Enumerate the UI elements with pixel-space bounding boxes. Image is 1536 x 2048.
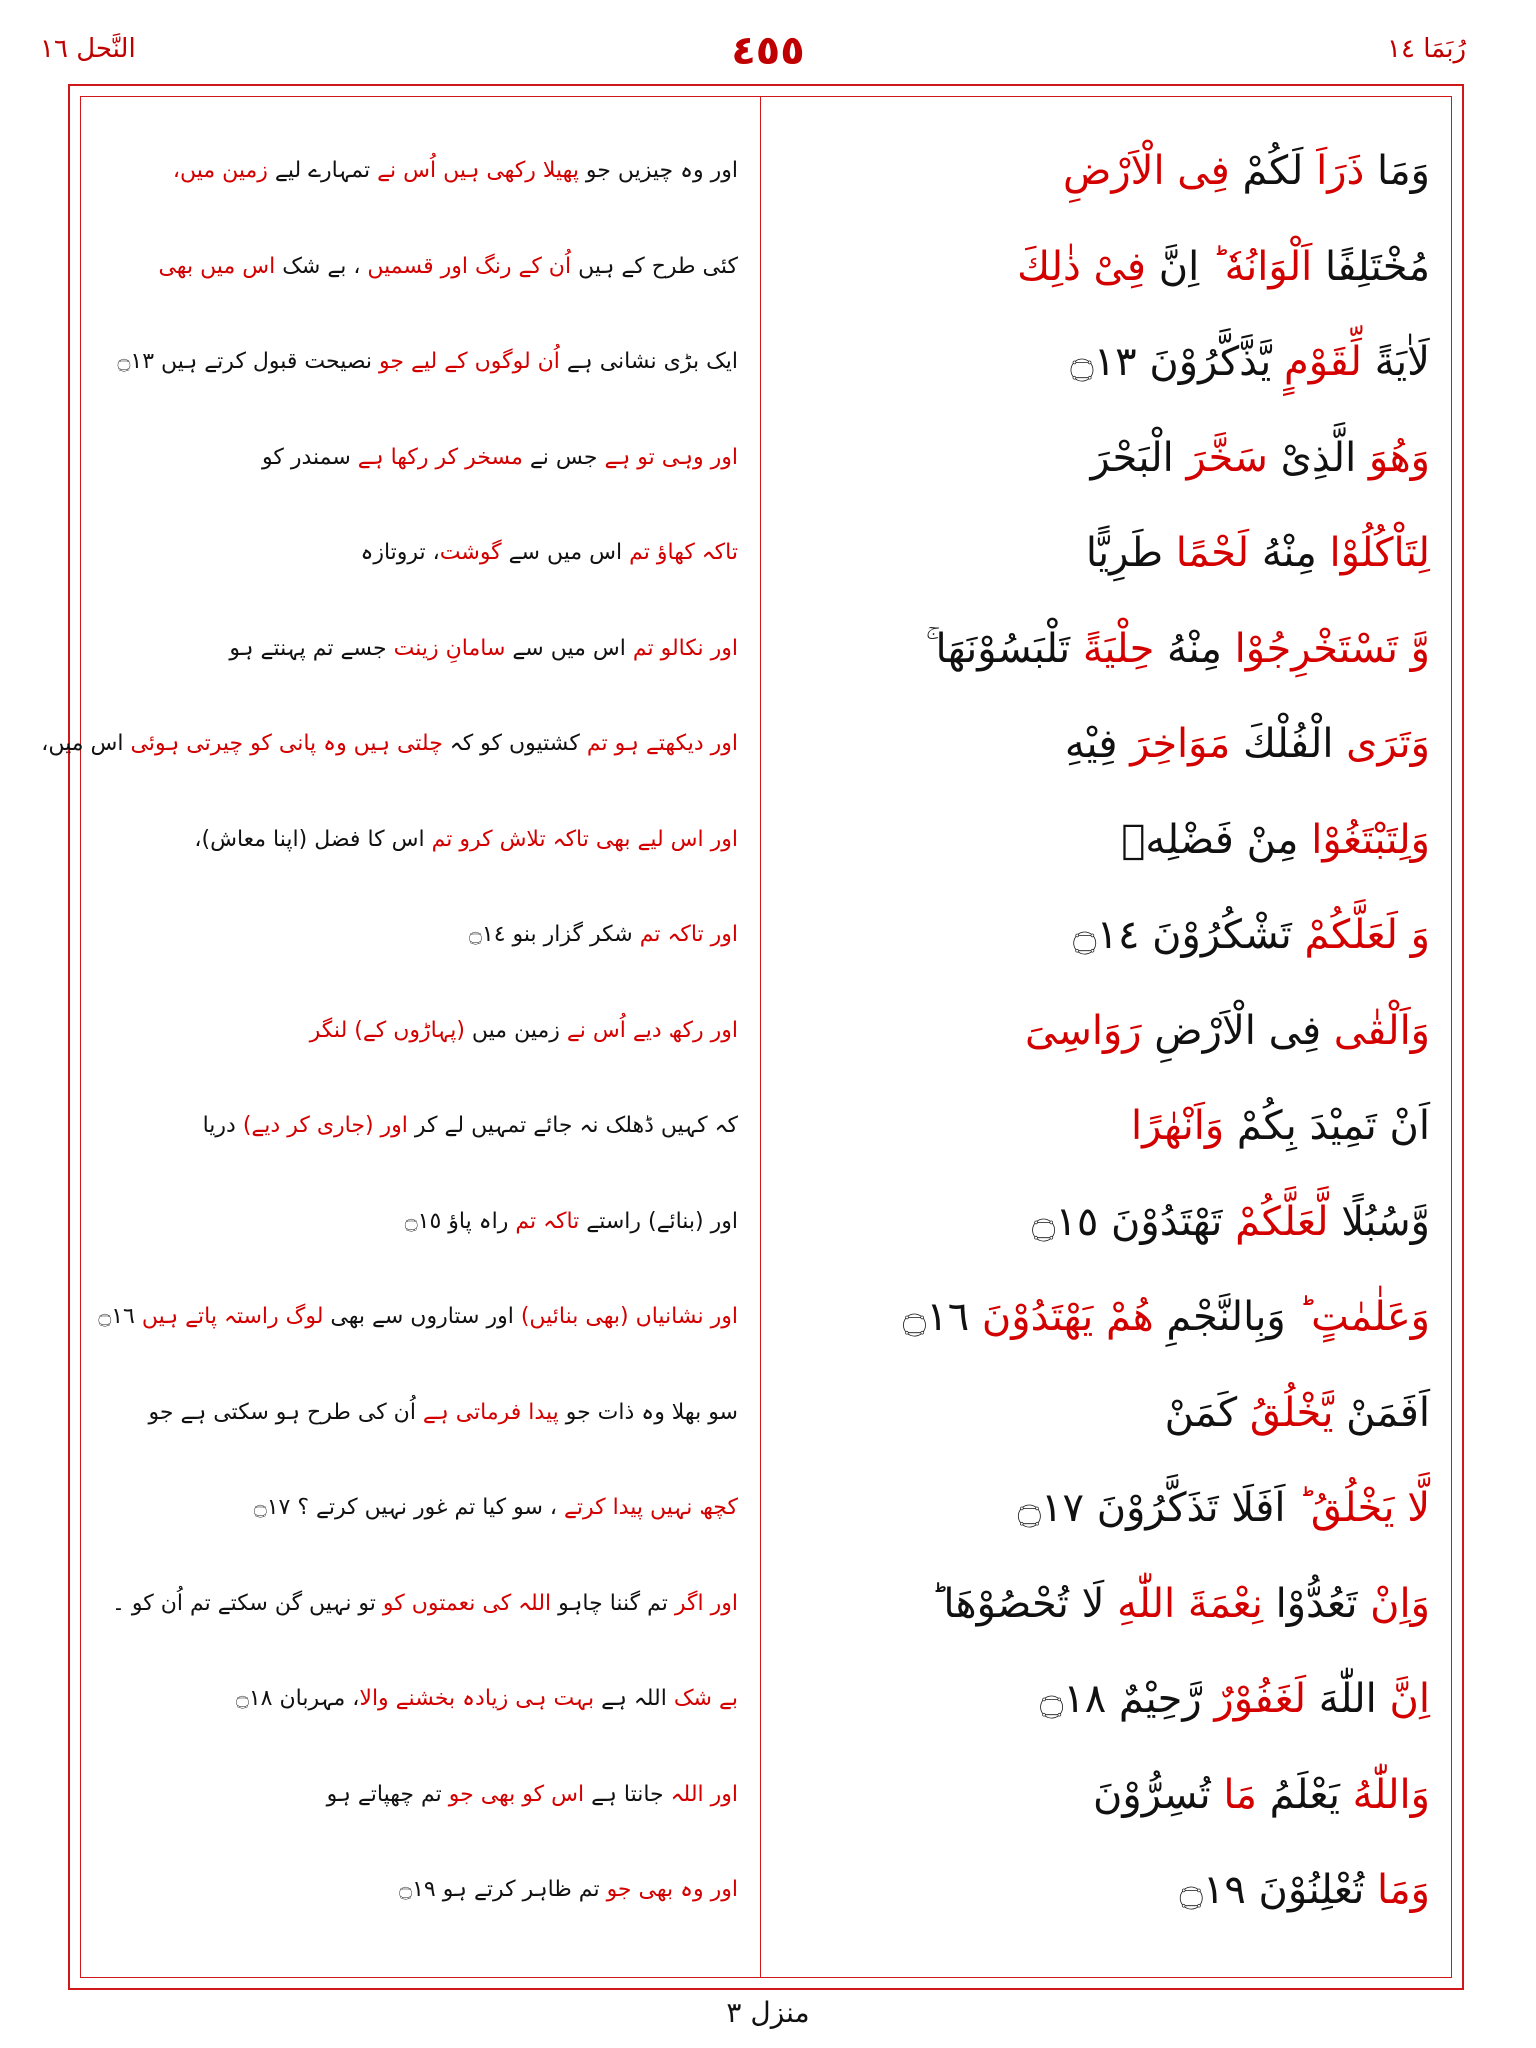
urdu-segment: سمندر کو [262, 444, 351, 470]
urdu-segment: اُن کی طرح ہو سکتی ہے جو [148, 1399, 416, 1425]
arabic-segment: رَوَاسِىَ [1024, 1007, 1142, 1054]
arabic-segment: وَاَلْقٰى [1321, 1007, 1430, 1054]
arabic-segment: وَهُوَ [1356, 434, 1430, 481]
urdu-segment: شکر گزار بنو ۝١٤ [468, 922, 633, 947]
arabic-column [760, 96, 1452, 1978]
urdu-segment: اور تاکہ تم [632, 922, 738, 947]
urdu-segment: ، مہربان ۝١٨ [235, 1686, 360, 1711]
arabic-segment: هُمْ يَهْتَدُوْنَ [981, 1294, 1154, 1340]
arabic-line-17 [760, 1664, 1452, 1734]
arabic-segment: يَّخْلُقُ [1237, 1389, 1334, 1436]
urdu-segment: گوشت [439, 540, 502, 565]
urdu-segment: اور نشانیاں (بھی بنائیں) [513, 1304, 738, 1329]
urdu-segment: تم گننا چاہو [551, 1590, 668, 1616]
urdu-segment: راہ پاؤ ۝١٥ [404, 1208, 509, 1234]
arabic-segment: وَلِتَبْتَغُوْا [1298, 816, 1430, 863]
arabic-segment: تُسِرُّوْنَ [1093, 1771, 1211, 1818]
arabic-segment: وَّ تَسْتَخْرِجُوْا [1221, 625, 1430, 672]
arabic-segment: ؕ وَبِالنَّجْمِ [1153, 1294, 1299, 1340]
arabic-segment: وَاَنْهٰرًا [1131, 1103, 1225, 1149]
urdu-segment: اس میں سے [501, 540, 623, 565]
urdu-line-2 [80, 232, 760, 302]
arabic-segment: لَّعَلَّكُمْ [1222, 1198, 1329, 1245]
arabic-line-10 [760, 996, 1452, 1066]
arabic-segment: يَعْلَمُ [1256, 1771, 1340, 1818]
urdu-line-6 [80, 614, 760, 684]
urdu-segment: ۝١٦ [98, 1304, 142, 1329]
arabic-line-3 [760, 327, 1452, 397]
urdu-segment: تمہارے لیے [267, 158, 371, 183]
arabic-line-16 [760, 1569, 1452, 1639]
urdu-line-11 [80, 1091, 760, 1161]
urdu-line-8 [80, 805, 760, 875]
arabic-line-18 [760, 1760, 1452, 1830]
arabic-segment: طَرِيًّا [1085, 530, 1164, 576]
urdu-segment: دریا [202, 1113, 236, 1138]
urdu-segment: اُن لوگوں کے لیے جو [372, 349, 560, 374]
header-right: رُبَمَا ١٤ [1387, 34, 1466, 64]
arabic-line-11 [760, 1091, 1452, 1161]
arabic-segment: ذَرَاَ [1303, 148, 1365, 194]
arabic-segment: سَخَّرَ [1173, 434, 1268, 481]
arabic-segment: وَتَرَى [1333, 721, 1430, 767]
arabic-line-19 [760, 1855, 1452, 1925]
arabic-segment: وَّسُبُلًا [1328, 1198, 1430, 1245]
urdu-segment: ، سو کیا تم غور نہیں کرتے ؟ ۝١٧ [253, 1495, 564, 1520]
urdu-segment: پھیلا رکھی ہیں اُس نے [370, 158, 579, 183]
urdu-segment: اس میں، [41, 731, 124, 756]
arabic-segment: ۝١٦ [902, 1294, 982, 1340]
arabic-segment: ؕ اَفَلَا تَذَكَّرُوْنَ ۝١٧ [1017, 1485, 1299, 1531]
arabic-segment: الْفُلْكَ [1230, 721, 1334, 767]
arabic-segment: مُخْتَلِفًا [1312, 243, 1430, 290]
urdu-segment: تاکہ تم [508, 1208, 580, 1234]
arabic-segment: اِنَّ [1376, 1676, 1430, 1722]
urdu-segment: تم چھپاتے ہو [326, 1781, 442, 1807]
arabic-segment: وَاِنْ [1357, 1580, 1430, 1627]
arabic-line-7 [760, 709, 1452, 779]
urdu-segment: اُن کے رنگ اور قسمیں [367, 253, 572, 279]
arabic-segment: لَكُمْ [1229, 148, 1304, 194]
arabic-segment: وَعَلٰمٰتٍ [1298, 1294, 1430, 1340]
arabic-segment: اَفَمَنْ [1333, 1389, 1430, 1436]
arabic-line-6 [760, 614, 1452, 684]
urdu-segment: تو نہیں گن سکتے تم اُن کو ۔ [111, 1590, 376, 1616]
urdu-segment: جس نے [522, 444, 598, 470]
arabic-segment: تَشْكُرُوْنَ ۝١٤ [1073, 912, 1292, 958]
urdu-segment: کچھ نہیں پیدا کرتے [563, 1495, 738, 1520]
arabic-segment: اللّٰهَ [1306, 1676, 1377, 1722]
urdu-line-16 [80, 1569, 760, 1639]
arabic-segment: تَعُدُّوْا [1262, 1580, 1358, 1627]
urdu-segment: اور اللہ [663, 1781, 738, 1807]
arabic-line-12 [760, 1187, 1452, 1257]
urdu-segment: جانتا ہے [584, 1781, 664, 1807]
arabic-segment: لِتَاْكُلُوْا [1316, 530, 1430, 576]
arabic-segment: لِّقَوْمٍ [1271, 339, 1362, 385]
urdu-line-7 [41, 709, 760, 779]
urdu-segment: اور (بنائے) راستے [579, 1208, 738, 1234]
urdu-line-15 [80, 1473, 760, 1543]
arabic-segment: وَ لَعَلَّكُمْ [1291, 912, 1430, 958]
urdu-line-18 [80, 1760, 760, 1830]
arabic-line-14 [760, 1378, 1452, 1448]
urdu-line-3 [80, 327, 760, 397]
urdu-segment: اور وہ بھی جو [599, 1877, 738, 1902]
urdu-segment: نصیحت قبول کرتے ہیں ۝١٣ [117, 349, 373, 374]
urdu-segment: بہت ہی زیادہ بخشنے والا [359, 1686, 595, 1711]
urdu-line-1 [80, 136, 760, 206]
arabic-segment: مَا [1210, 1771, 1257, 1818]
arabic-segment: وَمَا [1364, 148, 1430, 194]
urdu-segment: اور (جاری کر دیے) [235, 1113, 408, 1138]
urdu-segment: سامانِ زینت [386, 635, 506, 661]
urdu-segment: سو بھلا وہ ذات جو [558, 1399, 738, 1425]
urdu-segment: زمین میں، [172, 158, 268, 183]
urdu-segment: اس کو بھی جو [441, 1781, 585, 1807]
arabic-line-9 [760, 900, 1452, 970]
arabic-segment: كَمَنْ [1164, 1389, 1238, 1436]
arabic-segment: لَاٰيَةً [1361, 339, 1430, 385]
urdu-line-9 [80, 900, 760, 970]
urdu-line-12 [80, 1187, 760, 1257]
arabic-segment: وَاللّٰهُ [1339, 1771, 1430, 1818]
arabic-segment: لَا تُحْصُوْهَا ؕ [930, 1580, 1105, 1627]
urdu-segment: تم ظاہر کرتے ہو ۝١٩ [399, 1877, 600, 1902]
arabic-segment: مِنْ فَضْلِهٖ [1121, 816, 1299, 863]
arabic-segment: الْبَحْرَ [1090, 434, 1174, 481]
urdu-segment: اور دیکھتے ہو تم [579, 731, 738, 756]
urdu-segment: مسخر کر رکھا ہے [350, 444, 523, 470]
arabic-segment: مَوَاخِرَ [1117, 721, 1231, 767]
urdu-segment: ، تروتازہ [360, 540, 440, 565]
urdu-segment: اور وہ چیزیں جو [578, 158, 738, 183]
arabic-segment: وَمَا [1364, 1867, 1430, 1913]
manzil-footer: منزل ٣ [726, 1996, 810, 2029]
urdu-segment: اللہ ہے [594, 1686, 667, 1711]
arabic-segment: نِعْمَةَ اللّٰهِ [1104, 1580, 1263, 1627]
urdu-line-4 [80, 423, 760, 493]
arabic-line-4 [760, 423, 1452, 493]
urdu-segment: لوگ راستہ پاتے ہیں [141, 1304, 324, 1329]
arabic-segment: تَهْتَدُوْنَ ۝١٥ [1031, 1198, 1223, 1245]
arabic-segment: لَغَفُوْرٌ [1201, 1676, 1307, 1722]
urdu-segment: اور وہی تو ہے [597, 444, 738, 470]
urdu-segment: کشتیوں کو کہ [442, 731, 580, 756]
header-left: النَّحل ١٦ [40, 34, 136, 64]
arabic-segment: تَلْبَسُوْنَهَا ۚ [925, 625, 1071, 672]
page-number: ٤٥٥ [731, 28, 805, 74]
urdu-segment: اور اگر [667, 1590, 738, 1616]
arabic-segment: ؕ اِنَّ [1146, 243, 1212, 290]
arabic-segment: لَّا يَخْلُقُ [1298, 1485, 1430, 1531]
arabic-line-5 [760, 518, 1452, 588]
arabic-segment: فِى الْاَرْضِ [1062, 148, 1230, 194]
urdu-segment: ، بے شک [275, 253, 368, 279]
urdu-segment: اور ستاروں سے بھی [323, 1304, 514, 1329]
arabic-segment: لَحْمًا [1163, 530, 1250, 576]
urdu-segment: بے شک [666, 1686, 738, 1711]
urdu-segment: پیدا فرماتی ہے [415, 1399, 559, 1425]
arabic-segment: يَّذَّكَّرُوْنَ ۝١٣ [1070, 339, 1272, 385]
urdu-segment: جسے تم پہنتے ہو [229, 635, 387, 661]
urdu-line-17 [80, 1664, 760, 1734]
urdu-segment: اور نکالو تم [625, 635, 738, 661]
urdu-segment: اور اس لیے بھی تاکہ تلاش کرو تم [424, 826, 738, 852]
urdu-line-14 [80, 1378, 760, 1448]
arabic-segment: مِنْهُ [1249, 530, 1317, 576]
arabic-line-13 [760, 1282, 1452, 1352]
arabic-segment: فِى الْاَرْضِ [1141, 1007, 1322, 1054]
urdu-line-5 [80, 518, 760, 588]
urdu-segment: زمین میں [464, 1017, 560, 1043]
urdu-segment: کئی طرح کے ہیں [571, 253, 738, 279]
urdu-segment: اس میں بھی [158, 253, 276, 279]
arabic-segment: تُعْلِنُوْنَ ۝١٩ [1179, 1867, 1365, 1913]
page-frame [41, 84, 1464, 1990]
urdu-column [41, 96, 760, 1978]
arabic-segment: فِىْ ذٰلِكَ [1017, 243, 1146, 290]
urdu-segment: چلتی ہیں وہ پانی کو چیرتی ہوئی [123, 731, 443, 756]
urdu-segment: اس کا فضل (اپنا معاش)، [194, 826, 425, 852]
arabic-segment: رَّحِيْمٌ ۝١٨ [1039, 1676, 1202, 1722]
arabic-segment: فِيْهِ [1064, 721, 1118, 767]
urdu-line-13 [80, 1282, 760, 1352]
urdu-segment: ایک بڑی نشانی ہے [559, 349, 738, 374]
arabic-line-1 [760, 136, 1452, 206]
urdu-segment: تاکہ کھاؤ تم [622, 540, 738, 565]
urdu-segment: اس میں سے [505, 635, 626, 661]
urdu-segment: اور رکھ دیے اُس نے [559, 1017, 738, 1043]
arabic-line-15 [760, 1473, 1452, 1543]
arabic-line-8 [760, 805, 1452, 875]
arabic-line-2 [760, 232, 1452, 302]
arabic-segment: مِنْهُ [1154, 625, 1222, 672]
urdu-line-10 [80, 996, 760, 1066]
urdu-line-19 [80, 1855, 760, 1925]
arabic-segment: الَّذِىْ [1267, 434, 1357, 481]
urdu-segment: اللہ کی نعمتوں کو [375, 1590, 552, 1616]
urdu-segment: کہ کہیں ڈھلک نہ جائے تمہیں لے کر [407, 1113, 738, 1138]
arabic-segment: حِلْيَةً [1070, 625, 1155, 672]
arabic-segment: اَنْ تَمِيْدَ بِكُمْ [1224, 1103, 1430, 1149]
urdu-segment: (پہاڑوں کے) لنگر [309, 1017, 465, 1043]
arabic-segment: اَلْوَانُهٗ [1211, 243, 1313, 290]
